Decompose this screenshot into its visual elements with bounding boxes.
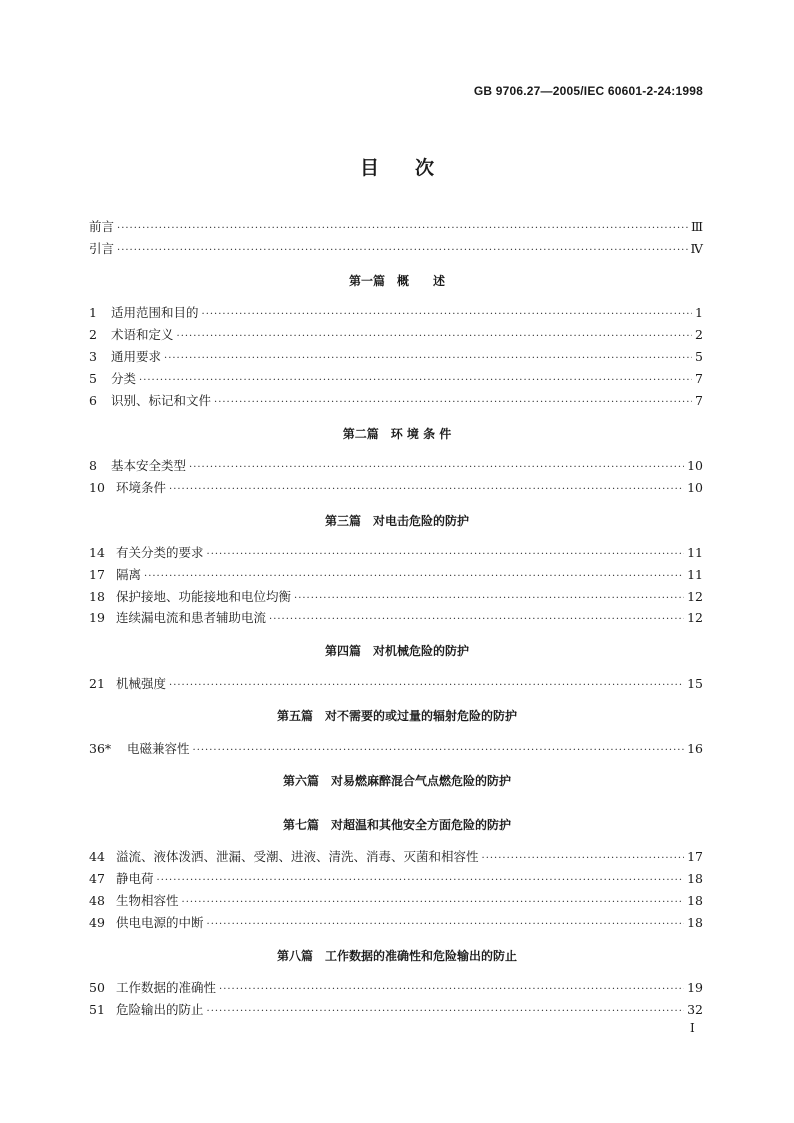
part-heading-8: 第八篇 工作数据的准确性和危险输出的防止 bbox=[276, 949, 517, 963]
toc-entry-number: 36* bbox=[89, 741, 112, 756]
toc-entry-label: 静电荷 bbox=[116, 871, 154, 886]
toc-entry-label: 分类 bbox=[111, 371, 137, 386]
toc-entry-label: 适用范围和目的 bbox=[111, 305, 199, 320]
toc-entry[interactable] bbox=[89, 914, 703, 932]
toc-entry-label: 引言 bbox=[89, 241, 115, 256]
toc-entry-number: 6 bbox=[89, 393, 97, 408]
toc-entry-label: 供电电源的中断 bbox=[116, 915, 204, 930]
toc-entry-page: Ⅲ bbox=[690, 219, 703, 234]
toc-entry[interactable] bbox=[89, 479, 703, 497]
toc-entry-page: 18 bbox=[687, 893, 703, 908]
leader-dots bbox=[144, 568, 684, 586]
part-heading-3: 第三篇 对电击危险的防护 bbox=[324, 514, 469, 528]
toc-entry-label: 机械强度 bbox=[116, 676, 167, 691]
toc-entry-page: 18 bbox=[687, 871, 703, 886]
toc-entry[interactable] bbox=[89, 348, 703, 366]
leader-dots bbox=[207, 546, 685, 564]
leader-dots bbox=[207, 1003, 685, 1021]
toc-entry-page: 2 bbox=[695, 327, 703, 342]
toc-entry-page: 11 bbox=[687, 567, 703, 582]
toc-entry-number: 18 bbox=[89, 589, 105, 604]
toc-entry[interactable] bbox=[89, 588, 703, 606]
page-title: 目次 bbox=[359, 157, 470, 179]
toc-entry-page: 7 bbox=[695, 371, 703, 386]
toc-entry[interactable] bbox=[89, 892, 703, 910]
toc-entry-label: 通用要求 bbox=[111, 349, 162, 364]
toc-entry-label: 隔离 bbox=[116, 567, 142, 582]
part-heading-4: 第四篇 对机械危险的防护 bbox=[324, 644, 469, 658]
toc-entry-introduction[interactable] bbox=[89, 240, 703, 258]
toc-entry-label: 保护接地、功能接地和电位均衡 bbox=[116, 589, 292, 604]
part-heading-6: 第六篇 对易燃麻醉混合气点燃危险的防护 bbox=[282, 774, 511, 788]
toc-entry-page: 15 bbox=[687, 676, 703, 691]
toc-entry-number: 8 bbox=[89, 458, 97, 473]
page-number: I bbox=[690, 1021, 695, 1035]
toc-entry-page: 19 bbox=[687, 980, 703, 995]
toc-entry-number: 17 bbox=[89, 567, 105, 582]
toc-entry-number: 51 bbox=[89, 1002, 105, 1017]
toc-entry-number: 21 bbox=[89, 676, 105, 691]
toc-entry-number: 14 bbox=[89, 545, 105, 560]
toc-entry-number: 50 bbox=[89, 980, 105, 995]
toc-entry-number: 2 bbox=[89, 327, 97, 342]
leader-dots bbox=[189, 459, 684, 477]
leader-dots bbox=[177, 328, 693, 346]
toc-entry-number: 19 bbox=[89, 610, 105, 625]
toc-entry[interactable] bbox=[89, 979, 703, 997]
toc-entry[interactable] bbox=[89, 304, 703, 322]
leader-dots bbox=[207, 916, 685, 934]
toc-entry-label: 工作数据的准确性 bbox=[116, 980, 217, 995]
toc-entry-number: 3 bbox=[89, 349, 97, 364]
toc-entry[interactable] bbox=[89, 740, 703, 758]
toc-entry-number: 1 bbox=[89, 305, 97, 320]
toc-entry-number: 47 bbox=[89, 871, 105, 886]
toc-entry-number: 5 bbox=[89, 371, 97, 386]
toc-entry[interactable] bbox=[89, 870, 703, 888]
toc-entry[interactable] bbox=[89, 609, 703, 627]
toc-entry-label: 危险输出的防止 bbox=[116, 1002, 204, 1017]
toc-entry-page: 32 bbox=[687, 1002, 703, 1017]
leader-dots bbox=[193, 742, 685, 760]
toc-entry-page: Ⅳ bbox=[690, 241, 703, 256]
toc-entry-label: 生物相容性 bbox=[116, 893, 179, 908]
toc-entry-label: 前言 bbox=[89, 219, 115, 234]
toc-entry-page: 12 bbox=[687, 589, 703, 604]
toc-entry[interactable] bbox=[89, 392, 703, 410]
leader-dots bbox=[117, 242, 687, 260]
toc-entry-label: 有关分类的要求 bbox=[116, 545, 204, 560]
leader-dots bbox=[117, 220, 688, 238]
toc-entry-label: 基本安全类型 bbox=[111, 458, 187, 473]
leader-dots bbox=[169, 677, 684, 695]
leader-dots bbox=[164, 350, 692, 368]
standard-code-header: GB 9706.27—2005/IEC 60601-2-24:1998 bbox=[473, 84, 703, 98]
toc-entry-number: 44 bbox=[89, 849, 105, 864]
toc-entry-page: 5 bbox=[695, 349, 703, 364]
leader-dots bbox=[269, 611, 684, 629]
toc-entry-page: 11 bbox=[687, 545, 703, 560]
toc-entry-page: 10 bbox=[687, 458, 703, 473]
toc-entry-number: 48 bbox=[89, 893, 105, 908]
part-heading-5: 第五篇 对不需要的或过量的辐射危险的防护 bbox=[276, 709, 517, 723]
toc-entry-label: 环境条件 bbox=[116, 480, 167, 495]
toc-entry[interactable] bbox=[89, 370, 703, 388]
toc-entry[interactable] bbox=[89, 566, 703, 584]
toc-entry-page: 12 bbox=[687, 610, 703, 625]
toc-entry[interactable] bbox=[89, 457, 703, 475]
toc-entry-page: 18 bbox=[687, 915, 703, 930]
leader-dots bbox=[182, 894, 685, 912]
toc-entry-number: 10 bbox=[89, 480, 105, 495]
toc-entry[interactable] bbox=[89, 1001, 703, 1019]
leader-dots bbox=[214, 394, 692, 412]
toc-entry-label: 识别、标记和文件 bbox=[111, 393, 212, 408]
toc-entry-page: 1 bbox=[695, 305, 703, 320]
toc-entry-number: 49 bbox=[89, 915, 105, 930]
toc-entry-page: 10 bbox=[687, 480, 703, 495]
toc-entry-label: 溢流、液体泼洒、泄漏、受潮、进液、清洗、消毒、灭菌和相容性 bbox=[116, 849, 479, 864]
leader-dots bbox=[202, 306, 693, 324]
leader-dots bbox=[219, 981, 684, 999]
toc-entry[interactable] bbox=[89, 544, 703, 562]
toc-entry[interactable] bbox=[89, 848, 703, 866]
toc-entry[interactable] bbox=[89, 326, 703, 344]
toc-entry-page: 16 bbox=[687, 741, 703, 756]
toc-entry-foreword[interactable] bbox=[89, 218, 703, 236]
leader-dots bbox=[169, 481, 684, 499]
leader-dots bbox=[482, 850, 685, 868]
leader-dots bbox=[139, 372, 692, 390]
toc-entry-label: 电磁兼容性 bbox=[127, 741, 190, 756]
toc-entry-label: 术语和定义 bbox=[111, 327, 174, 342]
toc-entry-page: 17 bbox=[687, 849, 703, 864]
toc-entry-label: 连续漏电流和患者辅助电流 bbox=[116, 610, 267, 625]
part-heading-2: 第二篇 环 境 条 件 bbox=[342, 427, 452, 441]
leader-dots bbox=[157, 872, 685, 890]
part-heading-1: 第一篇 概 述 bbox=[348, 274, 445, 288]
part-heading-7: 第七篇 对超温和其他安全方面危险的防护 bbox=[282, 818, 511, 832]
leader-dots bbox=[294, 590, 684, 608]
toc-entry[interactable] bbox=[89, 675, 703, 693]
toc-entry-page: 7 bbox=[695, 393, 703, 408]
